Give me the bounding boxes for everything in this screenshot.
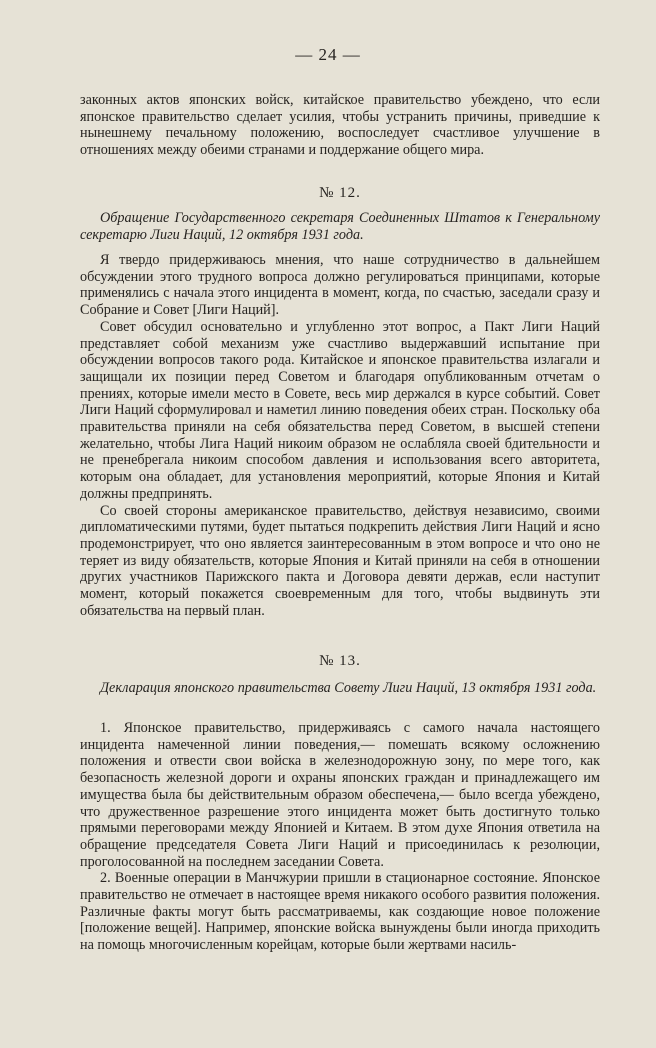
page-number: — 24 —: [295, 45, 361, 64]
doc12-title: Обращение Государственного секретаря Соединенных Штатов к Генеральному секретарю Лиги Наций, 12 октября 1931 года.: [80, 210, 600, 243]
doc13-heading: № 13.: [319, 653, 361, 669]
doc12-body: [80, 252, 600, 619]
doc12-paragraph-2: Совет обсудил основательно и углубленно этот вопрос, а Пакт Лиги Наций представляет собой механизм уже счастливо выдержавший испытание при обсуждении вопросов такого рода. Китайское и японское правительства излагали и защищали их позиции перед Советом и благодаря опубликованным отчетам о прениях, которые имели место в Совете, весь мир держался в курсе событий. Совет Лиги Наций сформулировал и наметил линию поведения обеих стран. Поскольку оба правительства приняли на себя обязательства перед Советом, в высшей степени желательно, чтобы Лига Наций никоим образом не ослабляла своей бдительности и не пренебрегала никоим способом давления и использования всего авторитета, которым она обладает, для установления мероприятий, которые Япония и Китай должны предпринять.: [80, 318, 600, 502]
continuation-paragraph: законных актов японских войск, китайское правительство убеждено, что если японское правительство сделает усилия, чтобы устранить причины, приведшие к нынешнему печальному положению, воспоследует счастливое улучшение в отношениях между обеими странами и поддержание общего мира.: [80, 92, 600, 159]
doc12-paragraph-1: Я твердо придерживаюсь мнения, что наше сотрудничество в дальнейшем обсуждении этого трудного вопроса должно регулироваться принципами, которые применялись с начала этого инцидента в момент, когда, по счастью, заседали сразу и Собрание и Совет [Лиги Наций].: [80, 252, 600, 319]
doc13-body: [80, 720, 600, 954]
doc12-paragraph-3: Со своей стороны американское правительство, действуя независимо, своими дипломатическими путями, будет пытаться подкрепить действия Лиги Наций и ясно продемонстрирует, что оно является заинтересованным в этом вопросе и что оно не теряет из виду обязательств, которые Япония и Китай приняли на себя в отношении других участников Парижского пакта и Договора девяти держав, если наступит момент, который покажется своевременным для того, чтобы выдвинуть эти обязательства на первый план.: [80, 502, 600, 619]
continuation-text: [80, 92, 600, 159]
doc13-paragraph-2: 2. Военные операции в Манчжурии пришли в стационарное состояние. Японское правительство не отмечает в настоящее время никакого особого развития положения. Различные факты могут быть рассматриваемы, как создающие новое положение [положение вещей]. Например, японские войска вынуждены были иногда приходить на помощь многочисленным корейцам, которые были жертвами насиль-: [80, 870, 600, 954]
doc13-paragraph-1: 1. Японское правительство, придерживаясь с самого начала настоящего инцидента намеченной линии поведения,— помешать всякому осложнению положения и отвести свои войска в железнодорожную зону, по мере того, как безопасность железной дороги и охраны японских граждан и принадлежащего им имущества была бы действительным образом обеспечена,— было всегда убеждено, что дружественное разрешение этого инцидента может быть достигнуто только прямыми переговорами между Японией и Китаем. В этом духе Япония ответила на обращение председателя Совета Лиги Наций и присоединилась к резолюции, проголосованной на последнем заседании Совета.: [80, 720, 600, 870]
doc13-title: Декларация японского правительства Совету Лиги Наций, 13 октября 1931 года.: [100, 680, 597, 696]
doc12-heading: № 12.: [319, 185, 361, 201]
